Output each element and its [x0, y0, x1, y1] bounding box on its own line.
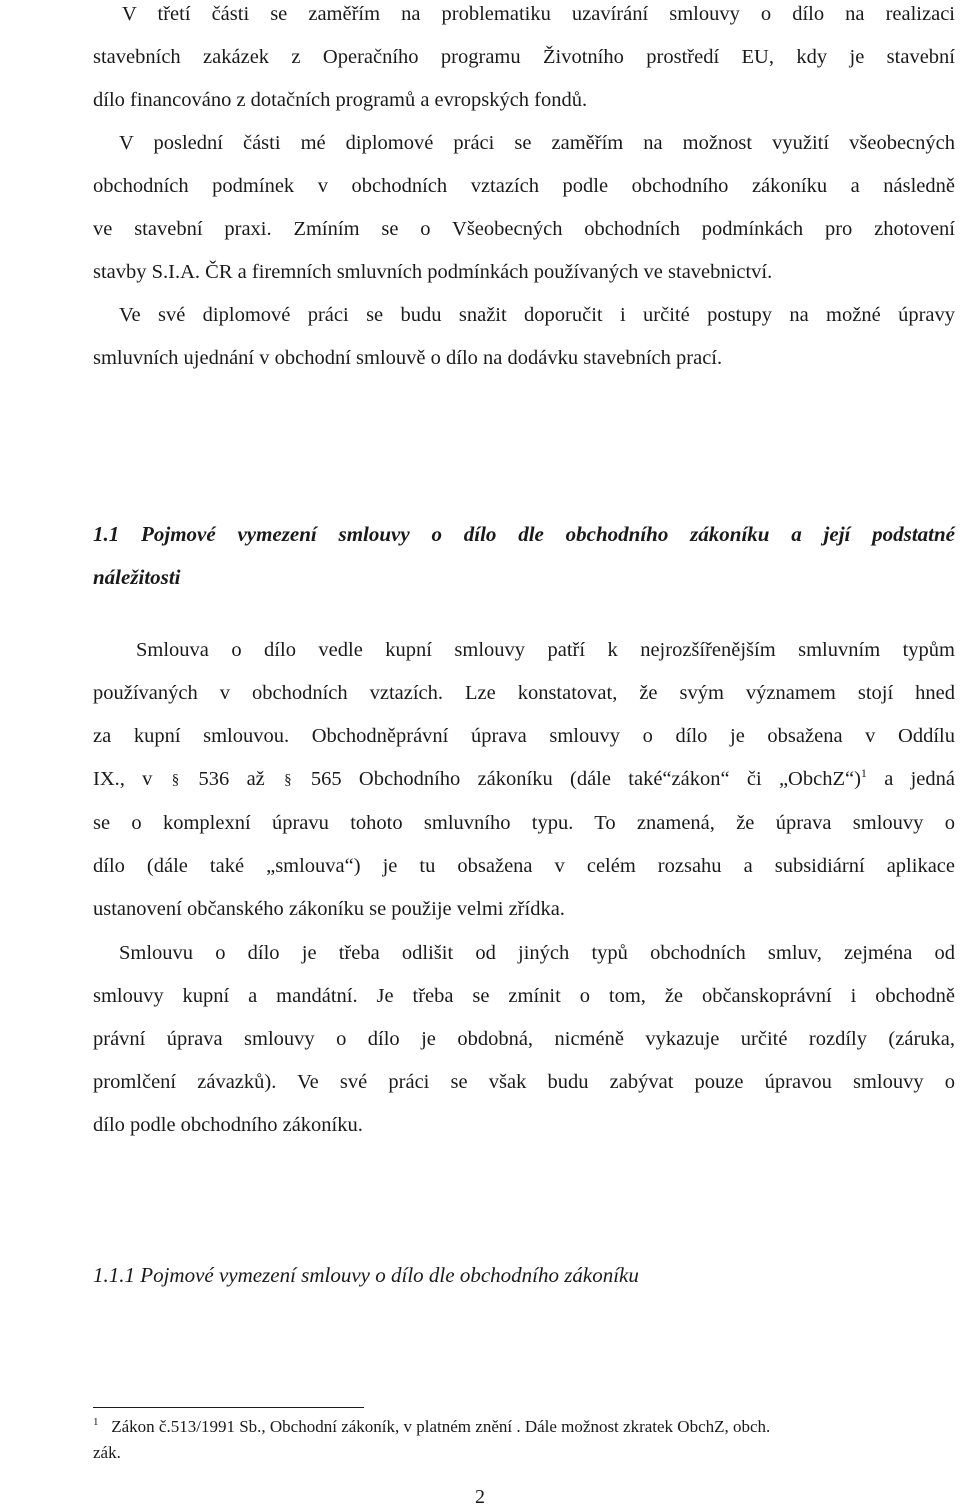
text-fragment: IX., v — [93, 768, 153, 790]
text-line: dílo financováno z dotačních programů a evropských fondů. — [93, 89, 588, 111]
text-line: V třetí části se zaměřím na problematiku uzavírání smlouvy o dílo na realizaci — [122, 3, 955, 25]
page-number: 2 — [475, 1486, 485, 1508]
section-sign: § — [171, 772, 180, 788]
footnote-reference[interactable]: 1 — [860, 766, 867, 780]
subsection-heading: 1.1.1 Pojmové vymezení smlouvy o dílo dle obchodního zákoníku — [93, 1263, 639, 1287]
footnote-line — [93, 1418, 955, 1435]
text-fragment: 565 Obchodního zákoníku (dále také“zákon“ či „ObchZ“) — [310, 768, 861, 790]
text-line: promlčení závazků). Ve své práci se však budu zabývat pouze úpravou smlouvy o — [93, 1071, 955, 1093]
text-line: ustanovení občanského zákoníku se použije velmi zřídka. — [93, 898, 565, 920]
text-line: se o komplexní úpravu tohoto smluvního typu. To znamená, že úprava smlouvy o — [93, 812, 955, 834]
footnote-separator — [93, 1407, 364, 1408]
text-line: V poslední části mé diplomové práci se zaměřím na možnost využití všeobecných — [119, 132, 955, 154]
text-line: za kupní smlouvou. Obchodněprávní úprava smlouvy o dílo je obsažena v Oddílu — [93, 725, 955, 747]
section-heading-line: 1.1 Pojmové vymezení smlouvy o dílo dle obchodního zákoníku a její podstatné — [93, 522, 955, 546]
text-line: Smlouvu o dílo je třeba odlišit od jiných typů obchodních smluv, zejména od — [119, 942, 955, 964]
text-line: smlouvy kupní a mandátní. Je třeba se zmínit o tom, že občanskoprávní i obchodně — [93, 985, 955, 1007]
text-line: smluvních ujednání v obchodní smlouvě o dílo na dodávku stavebních prací. — [93, 347, 723, 369]
footnote-number: 1 — [93, 1416, 99, 1428]
text-line: dílo podle obchodního zákoníku. — [93, 1114, 363, 1136]
footnote-line: zák. — [93, 1443, 121, 1462]
section-sign: § — [284, 772, 292, 788]
text-line: Ve své diplomové práci se budu snažit doporučit i určité postupy na možné úpravy — [119, 304, 955, 326]
text-line: právní úprava smlouvy o dílo je obdobná, nicméně vykazuje určité rozdíly (záruka, — [93, 1028, 955, 1050]
text-line: obchodních podmínek v obchodních vztazích podle obchodního zákoníku a následně — [93, 175, 955, 197]
text-line: Smlouva o dílo vedle kupní smlouvy patří k nejrozšířenějším smluvním typům — [136, 639, 955, 661]
section-heading-line: náležitosti — [93, 565, 181, 589]
text-line: ve stavební praxi. Zmíním se o Všeobecných obchodních podmínkách pro zhotovení — [93, 218, 955, 240]
footnote-text: Zákon č.513/1991 Sb., Obchodní zákoník, v platném znění . Dále možnost zkratek ObchZ, obch. — [111, 1417, 771, 1436]
text-line: používaných v obchodních vztazích. Lze konstatovat, že svým významem stojí hned — [93, 682, 955, 704]
text-fragment: a jedná — [884, 768, 955, 790]
text-line: dílo (dále také „smlouva“) je tu obsažena v celém rozsahu a subsidiární aplikace — [93, 855, 955, 877]
text-line-with-section-refs — [93, 766, 955, 790]
text-line: stavebních zakázek z Operačního programu Životního prostředí EU, kdy je stavební — [93, 46, 955, 68]
text-line: stavby S.I.A. ČR a firemních smluvních podmínkách používaných ve stavebnictví. — [93, 261, 773, 283]
text-fragment: 536 až — [198, 768, 265, 790]
